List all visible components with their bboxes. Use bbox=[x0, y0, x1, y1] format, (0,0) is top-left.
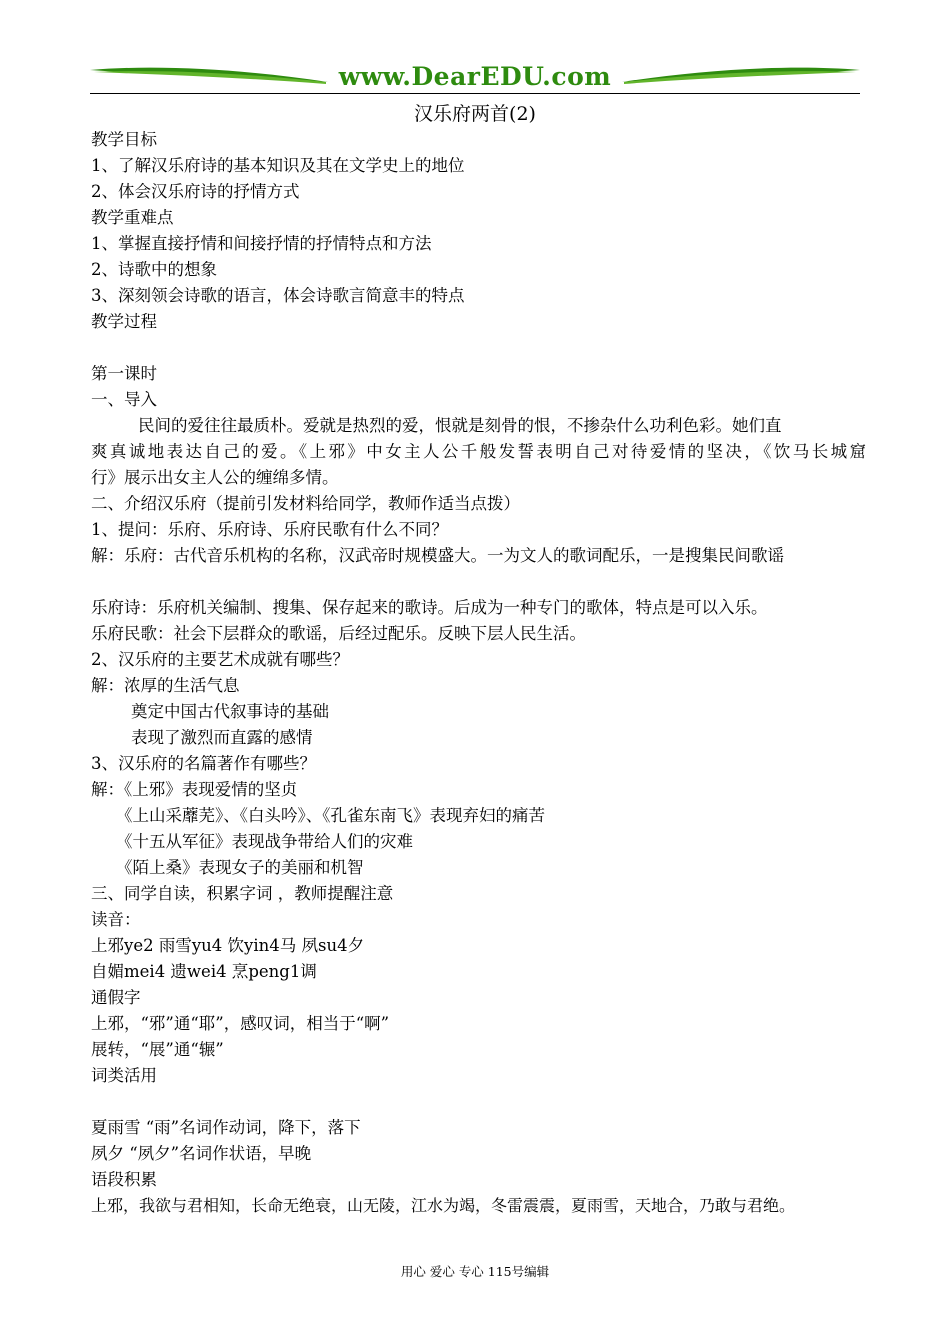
text-line: 二、介绍汉乐府（提前引发材料给同学，教师作适当点拨） bbox=[91, 494, 520, 513]
text-line: 上邪，“邪”通“耶”，感叹词，相当于“啊” bbox=[91, 1014, 390, 1033]
text-line: 解：乐府：古代音乐机构的名称，汉武帝时规模盛大。一为文人的歌词配乐，一是搜集民间歌谣 bbox=[91, 546, 784, 565]
text-line: 语段积累 bbox=[91, 1170, 157, 1189]
text-line: 3、汉乐府的名篇著作有哪些？ bbox=[91, 754, 316, 773]
blank-line bbox=[91, 569, 866, 595]
text-line: 行》展示出女主人公的缠绵多情。 bbox=[91, 468, 339, 487]
text-line: 1、提问：乐府、乐府诗、乐府民歌有什么不同？ bbox=[91, 520, 448, 539]
text-line: 解：浓厚的生活气息 bbox=[91, 676, 240, 695]
text-line: 自媚mei4 遗wei4 烹peng1调 bbox=[91, 962, 317, 981]
text-line: 奠定中国古代叙事诗的基础 bbox=[131, 702, 329, 721]
text-line: 夙夕 “夙夕”名词作状语，早晚 bbox=[91, 1144, 312, 1163]
text-line: 表现了激烈而直露的感情 bbox=[131, 728, 313, 747]
text-line: 教学目标 bbox=[91, 130, 157, 149]
text-line: 爽真诚地表达自己的爱。《上邪》中女主人公千般发誓表明自己对待爱情的坚决，《饮马长城窟 bbox=[91, 442, 866, 461]
blank-line bbox=[91, 335, 866, 361]
text-line: 展转，“展”通“辗” bbox=[91, 1040, 224, 1059]
text-line: 第一课时 bbox=[91, 364, 157, 383]
text-line: 三、同学自读，积累字词 ，教师提醒注意 bbox=[91, 884, 394, 903]
text-line: 《十五从军征》表现战争带给人们的灾难 bbox=[116, 832, 413, 851]
text-line: 2、体会汉乐府诗的抒情方式 bbox=[91, 182, 300, 201]
page-title: 汉乐府两首(2) bbox=[414, 103, 536, 125]
text-line: 一、导入 bbox=[91, 390, 157, 409]
text-line: 夏雨雪 “雨”名词作动词，降下，落下 bbox=[91, 1118, 361, 1137]
text-line: 上邪，我欲与君相知，长命无绝衰，山无陵，江水为竭，冬雷震震，夏雨雪，天地合，乃敢与君绝。 bbox=[91, 1196, 796, 1215]
text-line: 2、汉乐府的主要艺术成就有哪些？ bbox=[91, 650, 349, 669]
text-line: 1、掌握直接抒情和间接抒情的抒情特点和方法 bbox=[91, 234, 432, 253]
text-line: 读音： bbox=[91, 910, 141, 929]
site-header-banner bbox=[90, 60, 860, 94]
text-line: 解：《上邪》表现爱情的坚贞 bbox=[91, 780, 298, 799]
blank-line bbox=[91, 1089, 866, 1115]
text-line: 民间的爱往往最质朴。爱就是热烈的爱，恨就是刻骨的恨，不掺杂什么功利色彩。她们直 bbox=[138, 416, 782, 435]
header-rule bbox=[90, 93, 860, 94]
text-line: 通假字 bbox=[91, 988, 141, 1007]
text-line: 《陌上桑》表现女子的美丽和机智 bbox=[116, 858, 364, 877]
text-line: 教学过程 bbox=[91, 312, 157, 331]
site-logo-text[interactable]: www.DearEDU.com bbox=[338, 62, 612, 91]
text-line: 1、了解汉乐府诗的基本知识及其在文学史上的地位 bbox=[91, 156, 465, 175]
text-line: 3、深刻领会诗歌的语言，体会诗歌言简意丰的特点 bbox=[91, 286, 465, 305]
page-footer: 用心 爱心 专心 115号编辑 bbox=[400, 1264, 550, 1279]
document-body bbox=[91, 127, 866, 1219]
text-line: 教学重难点 bbox=[91, 208, 174, 227]
text-line: 《上山采蘼芜》、《白头吟》、《孔雀东南飞》表现弃妇的痛苦 bbox=[116, 806, 545, 825]
text-line: 词类活用 bbox=[91, 1066, 157, 1085]
text-line: 上邪ye2 雨雪yu4 饮yin4马 夙su4夕 bbox=[91, 936, 365, 955]
text-line: 2、诗歌中的想象 bbox=[91, 260, 217, 279]
text-line: 乐府民歌：社会下层群众的歌谣，后经过配乐。反映下层人民生活。 bbox=[91, 624, 586, 643]
text-line: 乐府诗：乐府机关编制、搜集、保存起来的歌诗。后成为一种专门的歌体，特点是可以入乐。 bbox=[91, 598, 768, 617]
